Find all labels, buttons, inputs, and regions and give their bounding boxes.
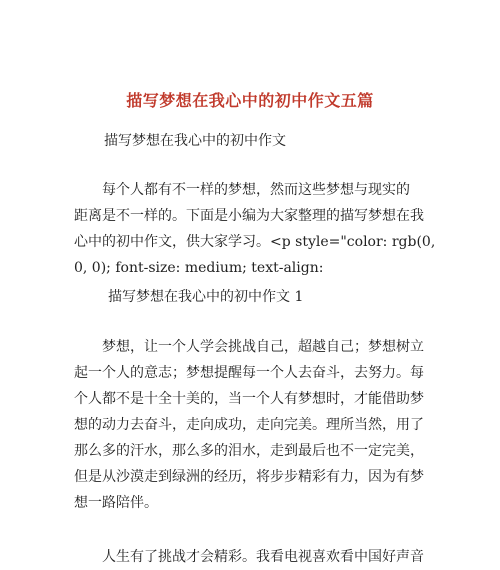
paragraph-line: 起一个人的意志；梦想提醒每一个人去奋斗，去努力。每 [74,365,424,381]
essay-paragraph-1 [74,334,422,516]
document-subtitle: 描写梦想在我心中的初中作文 [104,133,286,149]
essay-paragraph-2 [74,544,422,570]
paragraph-line: 但是从沙漠走到绿洲的经历，将步步精彩有力，因为有梦 [74,469,424,485]
paragraph-line: 想的动力去奋斗，走向成功，走向完美。理所当然，用了 [74,417,424,433]
paragraph-line: 人生有了挑战才会精彩。我看电视喜欢看中国好声音 [102,549,424,565]
document-title: 描写梦想在我心中的初中作文五篇 [126,91,374,110]
paragraph-line: 梦想，让一个人学会挑战自己，超越自己；梦想树立 [102,339,424,355]
paragraph-line: 想一路陪伴。 [74,495,158,511]
intro-line: 每个人都有不一样的梦想，然而这些梦想与现实的 [102,182,410,198]
intro-line: 0, 0); font-size: medium; text-align: [74,260,324,276]
paragraph-line: 那么多的汗水，那么多的泪水，走到最后也不一定完美， [74,443,424,459]
intro-paragraph [74,177,436,281]
essay-heading: 描写梦想在我心中的初中作文 1 [108,289,304,305]
paragraph-line: 个人都不是十全十美的，当一个人有梦想时，才能借助梦 [74,391,424,407]
intro-line: 距离是不一样的。下面是小编为大家整理的描写梦想在我 [74,208,424,224]
intro-line: 心中的初中作文，供大家学习。<p style="color: rgb(0, [74,234,436,250]
